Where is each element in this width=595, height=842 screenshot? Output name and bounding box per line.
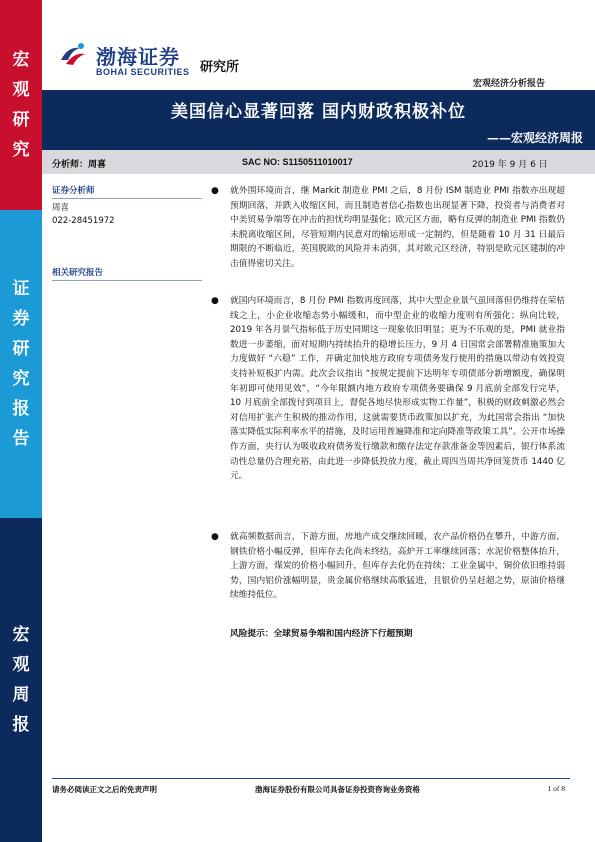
sidebar-macro-weekly	[0, 518, 42, 842]
sidebar-char: 券	[12, 309, 30, 329]
analyst-phone: 022-28451972	[52, 216, 115, 226]
report-type: 宏观经济分析报告	[472, 79, 545, 89]
sidebar-char: 周	[12, 685, 30, 705]
footer-qualification: 渤海证券股份有限公司具备证券投资咨询业务资格	[255, 785, 420, 794]
logo-cn: 渤海证券	[96, 45, 180, 69]
meta-sac-no: SAC NO: S1150511010017	[242, 157, 353, 167]
institute-label: 研究所	[200, 60, 240, 75]
sidebar-char: 研	[12, 110, 30, 130]
meta-analyst: 分析师：周喜	[52, 160, 107, 170]
related-heading: 相关研究报告	[52, 266, 202, 281]
paragraph-external: 就外围环境而言，继 Markit 制造业 PMI 之后，8 月份 ISM 制造业 PMI 指数亦出现超预期回落，并跌入收缩区间，而且制造者信心指数也出现显著下降，投资者与消费者对中美贸易争端等在冲击的担忧均明显强化；欧元区方面，略有反弹的制造业 PMI 指数仍未脱离收缩区间，尽管短期内民意对的输运形成一定制约，但是随着 10 月 31 日最后期限的不断临近，英国脱欧的风险并未消弭，其对欧元区经济，特别是欧元区建制的冲击值得密切关注。	[230, 186, 565, 269]
meta-date: 2019 年 9 月 6 日	[472, 160, 548, 170]
bullet-icon: ●	[211, 296, 219, 306]
analyst-info	[52, 184, 202, 228]
footer-disclaimer: 请务必阅读正文之后的免责声明	[52, 785, 157, 794]
sidebar-char: 观	[12, 80, 30, 100]
sidebar-research-report	[0, 210, 42, 518]
sidebar-char: 报	[12, 399, 30, 419]
sidebar-char: 宏	[12, 50, 30, 70]
footer-page-number: 1 of 8	[547, 784, 565, 793]
meta-bar	[42, 150, 595, 174]
related-reports	[52, 266, 202, 284]
sidebar-char: 究	[12, 369, 30, 389]
bullet-icon: ●	[211, 532, 219, 542]
paragraph-high-frequency: 就高频数据而言，下游方面，房地产成交继续回暖，农产品价格仍在攀升，中游方面，钢铁价格小幅反弹，但库存去化尚未终结，高炉开工率继续回落；水泥价格整体抬升，上游方面，煤炭的价格小幅回升，但库存去化仍在持续；工业金属中，铜价依旧维持弱势，国内铝价涨幅明显，贵金属价格继续高歌猛进，且银价仍呈赶超之势，原油价格继续维持低位。	[230, 532, 565, 601]
analyst-name: 周喜	[52, 203, 70, 213]
sidebar-char: 观	[12, 655, 30, 675]
sidebar-macro-research	[0, 0, 42, 210]
footer-divider	[52, 778, 570, 779]
paragraph-domestic: 就国内环境而言，8 月份 PMI 指数再度回落，其中大型企业景气虽回落但仍维持在荣枯线之上，小企业收缩态势小幅缓和，而中型企业的收缩力度则有所强化；纵向比较，2019 年各月景气指标低于历史同期这一现象依旧明显；更为不乐观的是，PMI 就业指数进一步萎缩，面对短期内持续抬升的稳增长压力，9 月 4 日国常会部署精准施策加大力度做好 “六稳” 工作，并确定加快地方政府专项债务发行使用的措施以带动有效投资支持补短板扩内需。此次会议指出 “按规定提前下达明年专项债部分新增额度，确保明年初即可使用见效”，“今年限额内地方政府专项债务要确保 9 月底前全部发行完毕，10 月底前全部拨付到项目上，督促各地尽快形成实物工作量”，积极的财政刺激必然会对信用扩张产生积极的推动作用，这就需要货币政策加以扩充，为此国常会指出 “加快落实降低实际利率水平的措施，及时运用普遍降准和定向降准等政策工具”。公开市场操作方面，央行认为吸收政府债务发行缴款和缴存法定存款准备金等因素后，银行体系流动性总量仍合理充裕，由此进一步降低投放力度，截止周四当周共净回笼货币 1440 亿元。	[230, 296, 565, 482]
sidebar-char: 研	[12, 339, 30, 359]
sidebar-char: 告	[12, 429, 30, 449]
bohai-logo-icon	[58, 40, 88, 70]
sidebar-char: 究	[12, 140, 30, 160]
risk-warning: 风险提示：全球贸易争端和国内经济下行超预期	[230, 629, 413, 639]
sidebar-char: 报	[12, 715, 30, 735]
report-title: 美国信心显著回落 国内财政积极补位	[171, 102, 466, 122]
sidebar-char: 宏	[12, 625, 30, 645]
logo-en: BOHAI SECURITIES	[96, 67, 190, 77]
analyst-heading: 证券分析师	[52, 184, 202, 199]
report-subtitle: ——宏观经济周报	[486, 131, 583, 145]
sidebar-char: 证	[12, 279, 30, 299]
bullet-icon: ●	[211, 186, 219, 196]
